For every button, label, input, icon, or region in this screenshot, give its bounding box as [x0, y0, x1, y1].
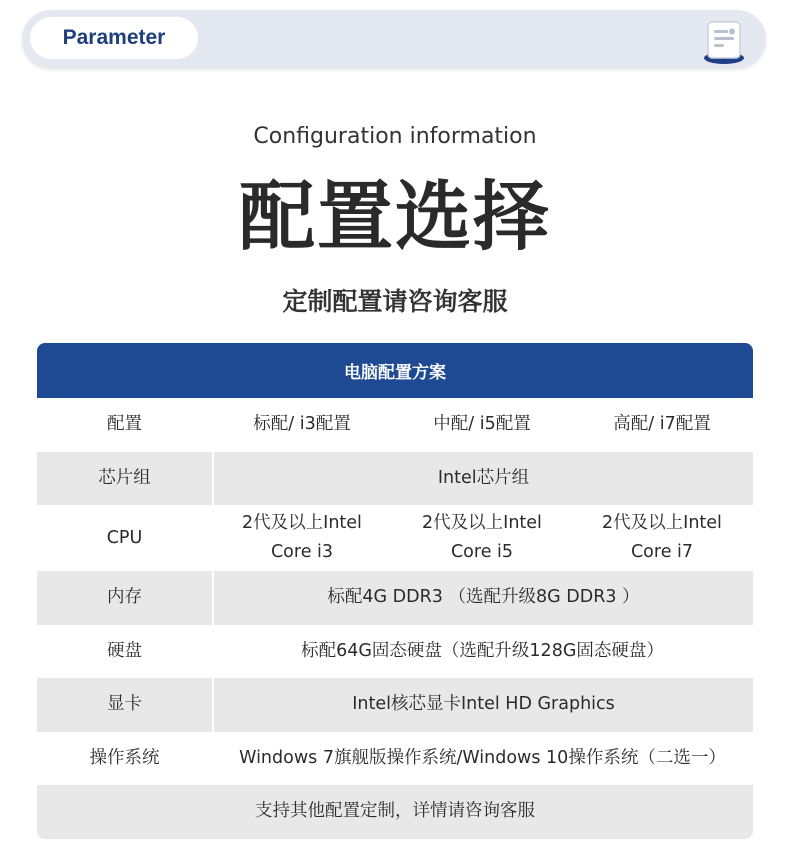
table-row-footer — [37, 785, 753, 839]
cpu-line: Core i5 — [450, 542, 514, 562]
chinese-title: 配置选择 — [239, 172, 551, 261]
table-row-disk — [37, 625, 753, 679]
table-row-memory — [37, 571, 753, 625]
parameter-tab[interactable]: Parameter — [30, 17, 198, 59]
table-row-os — [37, 732, 753, 786]
config-mid: 中配/ i5配置 — [433, 414, 531, 435]
cpu-line: 2代及以上Intel — [602, 513, 722, 533]
config-basic: 标配/ i3配置 — [253, 414, 351, 435]
graphics-value: Intel核芯显卡Intel HD Graphics — [352, 694, 615, 715]
cpu-line: 2代及以上Intel — [242, 513, 362, 533]
subtitle: 定制配置请咨询客服 — [282, 287, 508, 316]
document-badge-icon — [702, 16, 746, 66]
config-high: 高配/ i7配置 — [613, 414, 711, 435]
row-label: 内存 — [37, 571, 214, 625]
cpu-i3 — [212, 505, 392, 571]
table-row-cpu — [37, 505, 753, 571]
memory-value: 标配4G DDR3 （选配升级8G DDR3 ） — [327, 587, 640, 608]
footer-note: 支持其他配置定制，详情请咨询客服 — [255, 801, 535, 822]
os-value: Windows 7旗舰版操作系统/Windows 10操作系统（二选一） — [239, 747, 726, 768]
table-row-chipset — [37, 452, 753, 506]
row-label: 配置 — [107, 414, 142, 435]
top-bar — [22, 10, 766, 68]
cpu-i7 — [572, 505, 752, 571]
row-label: 操作系统 — [89, 747, 160, 768]
cpu-i5 — [392, 505, 572, 571]
config-table — [37, 343, 753, 839]
row-label: 显卡 — [37, 678, 214, 732]
chipset-value: Intel芯片组 — [437, 467, 530, 488]
row-label: 硬盘 — [107, 640, 142, 661]
cpu-line: Core i7 — [630, 542, 694, 562]
table-row-graphics — [37, 678, 753, 732]
english-title: Configuration information — [253, 124, 537, 149]
disk-value: 标配64G固态硬盘（选配升级128G固态硬盘） — [301, 640, 664, 661]
row-label: 芯片组 — [37, 452, 214, 506]
cpu-line: Core i3 — [270, 542, 334, 562]
table-header: 电脑配置方案 — [37, 343, 753, 398]
row-label: CPU — [106, 527, 143, 548]
cpu-line: 2代及以上Intel — [422, 513, 542, 533]
table-row-config — [37, 398, 753, 452]
